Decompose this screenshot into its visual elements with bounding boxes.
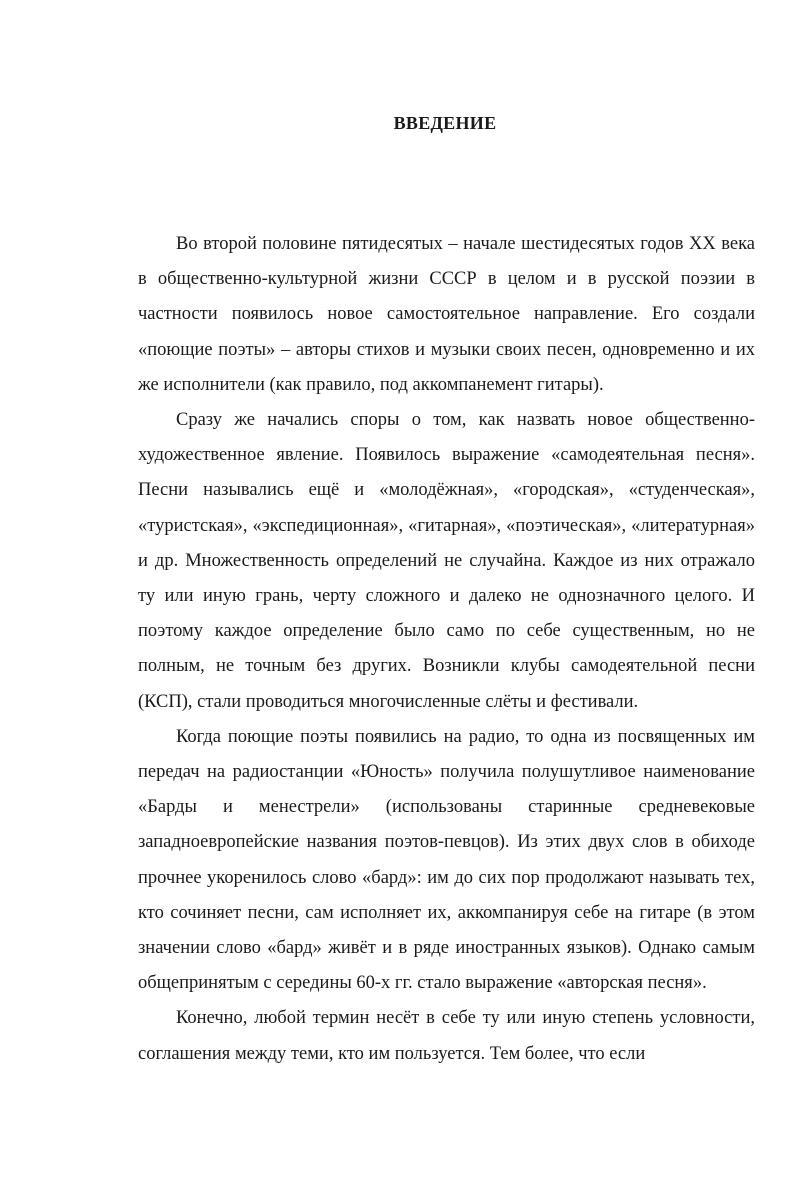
body-text <box>138 227 755 1072</box>
page-title: ВВЕДЕНИЕ <box>393 113 497 133</box>
paragraph: Во второй половине пятидесятых – начале шестидесятых годов XX века в общественно-культурной жизни СССР в целом и в русской поэзии в частности появилось новое самостоятельное направление. Его создали «поющие поэты» – авторы стихов и музыки своих песен, одновременно и их же исполнители (как правило, под аккомпанемент гитары). <box>138 234 755 395</box>
paragraph: Сразу же начались споры о том, как назвать новое общественно-художественное явление. Появилось выражение «самодеятельная песня». Песни назывались ещё и «молодёжная», «городская», «студенческая», «туристская», «экспедиционная», «гитарная», «поэтическая», «литературная» и др. Множественность определений не случайна. Каждое из них отражало ту или иную грань, черту сложного и далеко не однозначного целого. И поэтому каждое определение было само по себе существенным, но не полным, не точным без других. Возникли клубы самодеятельной песни (КСП), стали проводиться многочисленные слёты и фестивали. <box>138 410 755 712</box>
paragraph: Когда поющие поэты появились на радио, то одна из посвященных им передач на радиостанции «Юность» получила полушутливое наименование «Барды и менестрели» (использованы старинные средневековые западноевропейские названия поэтов-певцов). Из этих двух слов в обиходе прочнее укоренилось слово «бард»: им до сих пор продолжают называть тех, кто сочиняет песни, сам исполняет их, аккомпанируя себе на гитаре (в этом значении слово «бард» живёт и в ряде иностранных языков). Однако самым общепринятым с середины 60-х гг. стало выражение «авторская песня». <box>138 726 755 994</box>
paragraph: Конечно, любой термин несёт в себе ту или иную степень условности, соглашения между теми, кто им пользуется. Тем более, что если <box>138 1008 755 1064</box>
